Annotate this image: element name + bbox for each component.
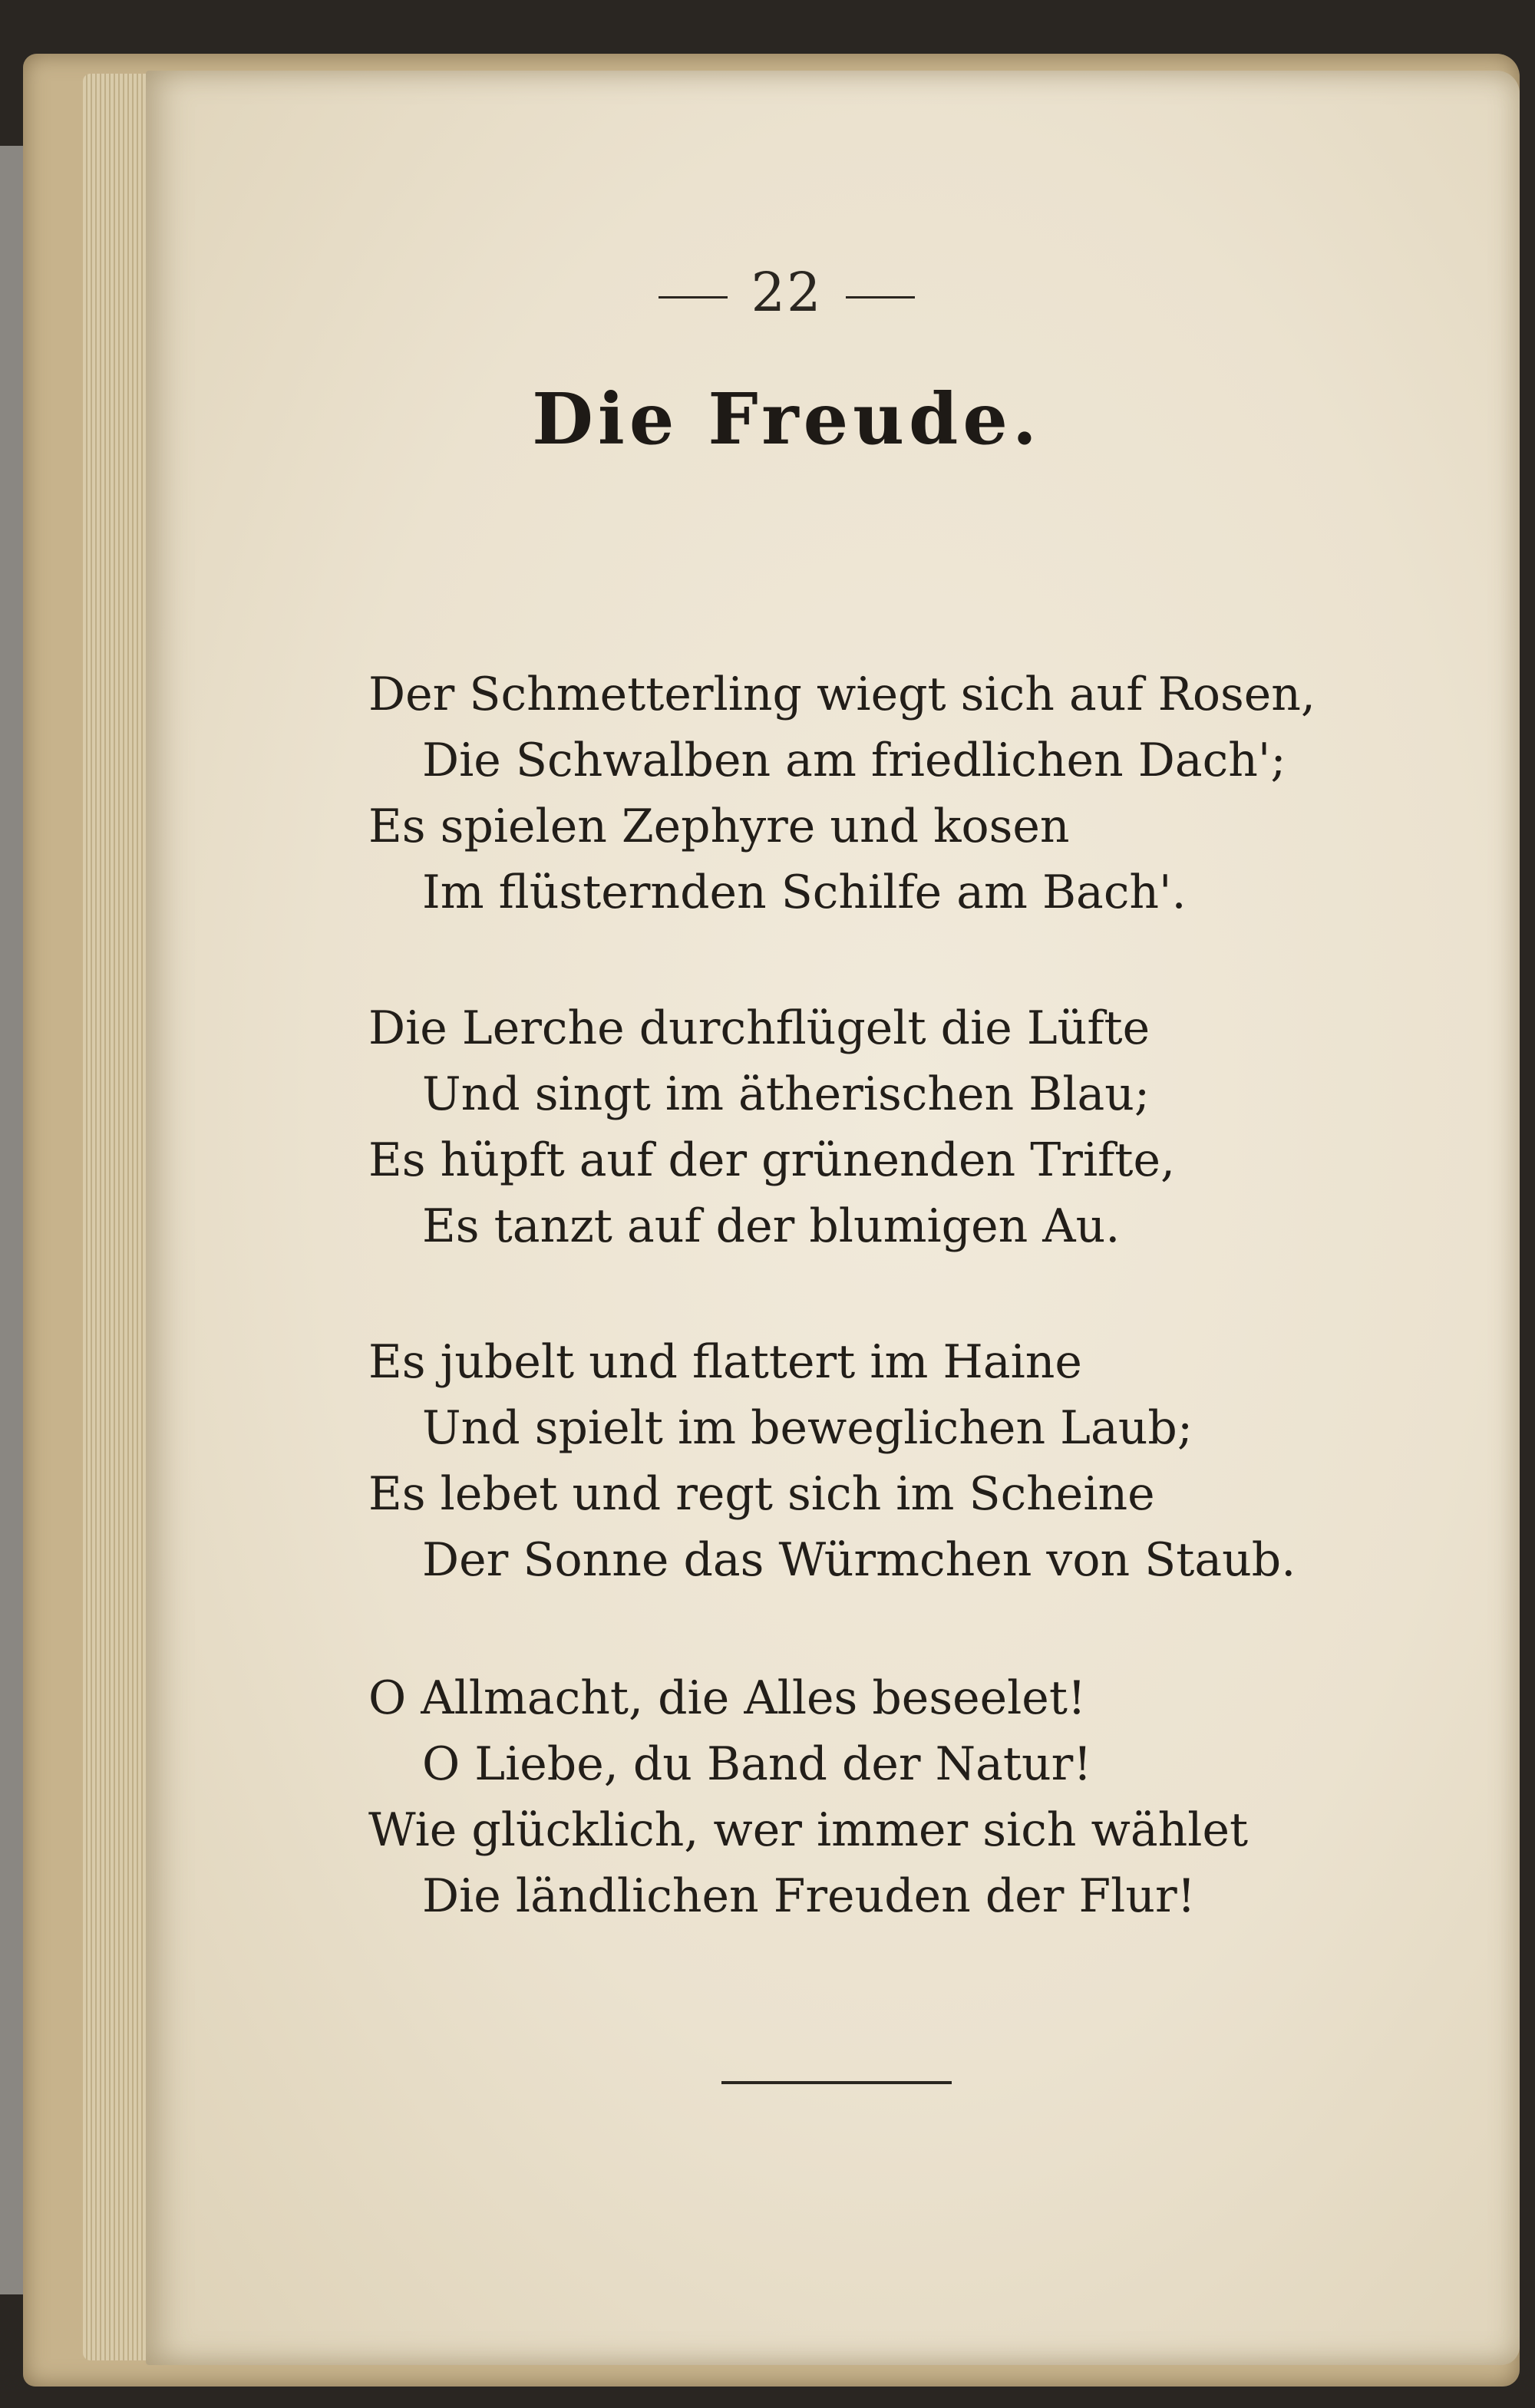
dash-right <box>846 296 915 299</box>
verse-line: Der Sonne das Würmchen von Staub. <box>422 1533 1296 1587</box>
verse-line: Es lebet und regt sich im Scheine <box>368 1467 1155 1521</box>
page-content <box>146 71 1520 2365</box>
verse-line: Die Lerche durchflügelt die Lüfte <box>368 1001 1150 1055</box>
verse-line: Und singt im ätherischen Blau; <box>422 1067 1150 1121</box>
end-rule <box>721 2081 952 2084</box>
page-number-header <box>100 261 1474 324</box>
verse-line: Der Schmetterling wiegt sich auf Rosen, <box>368 668 1315 721</box>
verse-line: Es tanzt auf der blumigen Au. <box>422 1199 1121 1253</box>
verse-line: Es jubelt und flattert im Haine <box>368 1335 1082 1389</box>
stanza <box>368 1665 1248 1929</box>
stanza <box>368 661 1315 925</box>
stanza <box>368 1329 1296 1593</box>
book-page <box>146 71 1520 2365</box>
verse-line: Wie glücklich, wer immer sich wählet <box>368 1803 1249 1857</box>
verse-line: O Allmacht, die Alles beseelet! <box>368 1671 1087 1725</box>
verse-line: O Liebe, du Band der Natur! <box>422 1737 1092 1791</box>
stanza <box>368 995 1175 1259</box>
poem-title: Die Freude. <box>532 378 1041 460</box>
verse-line: Die ländlichen Freuden der Flur! <box>422 1869 1196 1923</box>
verse-line: Es hüpft auf der grünenden Trifte, <box>368 1133 1176 1187</box>
verse-line: Die Schwalben am friedlichen Dach'; <box>422 734 1286 787</box>
verse-line: Und spielt im beweglichen Laub; <box>422 1401 1193 1455</box>
dash-left <box>659 296 728 299</box>
verse-line: Es spielen Zephyre und kosen <box>368 800 1070 853</box>
page-number: 22 <box>751 261 823 324</box>
verse-line: Im flüsternden Schilfe am Bach'. <box>422 866 1187 919</box>
